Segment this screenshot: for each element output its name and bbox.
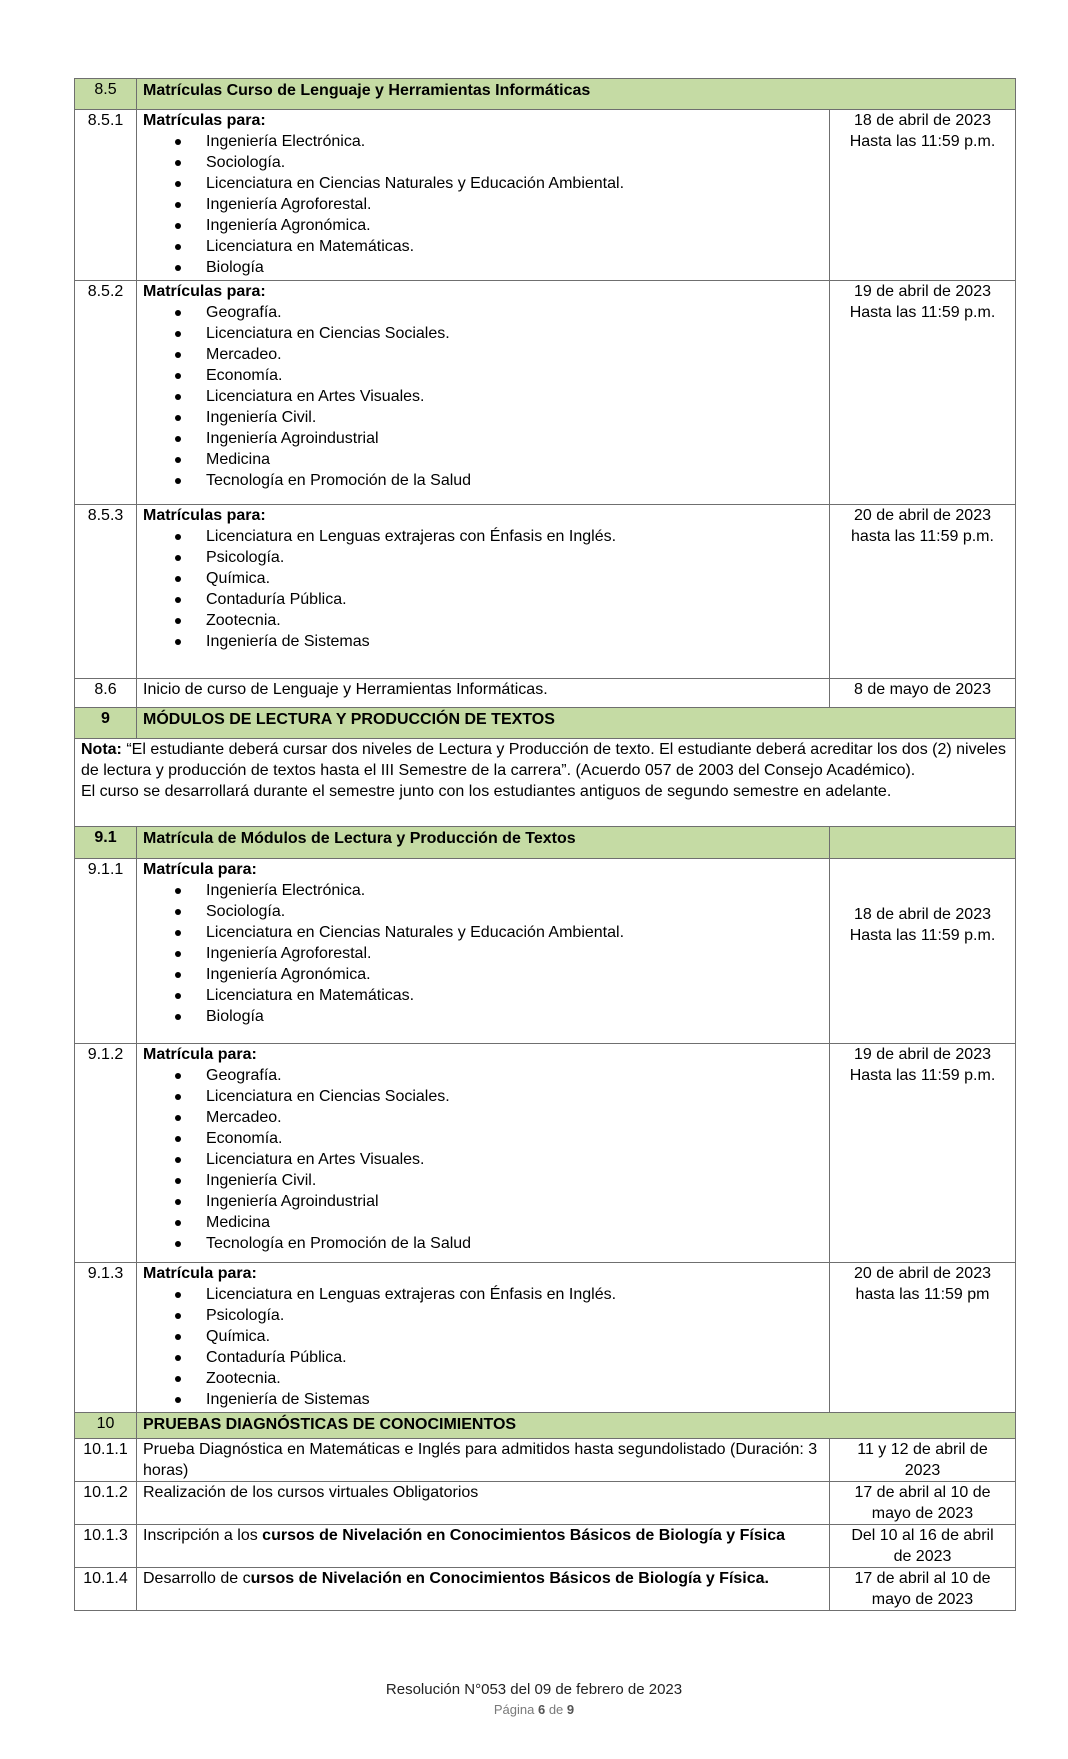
row-number: 9.1.2 xyxy=(75,1044,137,1263)
activity-cell xyxy=(137,1525,830,1568)
list-item: Ingeniería Agroindustrial xyxy=(206,1191,823,1212)
list-item: Biología xyxy=(206,1006,823,1027)
list-item: Licenciatura en Ciencias Naturales y Educación Ambiental. xyxy=(206,922,823,943)
program-list xyxy=(143,302,823,491)
program-list xyxy=(143,1284,823,1410)
date-cell: 8 de mayo de 2023 xyxy=(829,679,1015,708)
date-cell xyxy=(829,505,1015,679)
table-row-8-5-3 xyxy=(75,505,1016,679)
page-current: 6 xyxy=(537,1702,546,1717)
activity-text: Inscripción a los xyxy=(143,1527,263,1544)
activity-cell xyxy=(137,1568,830,1611)
list-item: Tecnología en Promoción de la Salud xyxy=(206,470,823,491)
date-cell xyxy=(829,1263,1015,1413)
date-line: 17 de abril al 10 de xyxy=(854,1484,991,1501)
date-line-2: de 2023 xyxy=(893,1548,952,1565)
list-item: Tecnología en Promoción de la Salud xyxy=(206,1233,823,1254)
list-label: Matrículas para: xyxy=(143,283,266,300)
note-text-2: El curso se desarrollará durante el semestre junto con los estudiantes antiguos de segundo semestre en adelante. xyxy=(81,783,892,800)
program-list-cell xyxy=(137,1263,830,1413)
program-list-cell xyxy=(137,110,830,281)
list-label: Matrículas para: xyxy=(143,507,266,524)
activity-text: Desarrollo de c xyxy=(143,1570,251,1587)
list-item: Medicina xyxy=(206,449,823,470)
list-item: Geografía. xyxy=(206,302,823,323)
date-line: 20 de abril de 2023 xyxy=(853,507,991,524)
list-item: Biología xyxy=(206,257,823,278)
table-row-10-1-1 xyxy=(75,1439,1016,1482)
list-item: Ingeniería Civil. xyxy=(206,1170,823,1191)
table-row-10-1-2 xyxy=(75,1482,1016,1525)
date-line: 19 de abril de 2023 xyxy=(853,1046,991,1063)
list-item: Licenciatura en Artes Visuales. xyxy=(206,1149,823,1170)
activity-text-bold: ursos de Nivelación en Conocimientos Básicos de Biología y Física. xyxy=(250,1570,769,1587)
activity-cell: Inicio de curso de Lenguaje y Herramientas Informáticas. xyxy=(137,679,830,708)
row-number: 8.5.2 xyxy=(75,281,137,505)
row-number: 9.1.1 xyxy=(75,859,137,1044)
list-label: Matrícula para: xyxy=(143,1046,257,1063)
list-item: Licenciatura en Ciencias Naturales y Educación Ambiental. xyxy=(206,173,823,194)
date-cell xyxy=(829,1525,1015,1568)
row-number: 9.1.3 xyxy=(75,1263,137,1413)
time-line: hasta las 11:59 p.m. xyxy=(851,528,994,545)
program-list xyxy=(143,131,823,278)
list-item: Ingeniería Agroforestal. xyxy=(206,943,823,964)
date-line: 17 de abril al 10 de xyxy=(854,1570,991,1587)
program-list xyxy=(143,1065,823,1254)
table-row-10-1-3 xyxy=(75,1525,1016,1568)
note-cell xyxy=(75,739,1016,827)
list-item: Zootecnia. xyxy=(206,1368,823,1389)
date-cell xyxy=(829,1482,1015,1525)
list-item: Contaduría Pública. xyxy=(206,589,823,610)
date-line: 19 de abril de 2023 xyxy=(853,283,991,300)
list-item: Licenciatura en Ciencias Sociales. xyxy=(206,1086,823,1107)
list-item: Ingeniería de Sistemas xyxy=(206,1389,823,1410)
program-list-cell xyxy=(137,281,830,505)
row-number: 9 xyxy=(75,708,137,739)
date-line: 18 de abril de 2023 xyxy=(853,112,991,129)
page-of: de xyxy=(548,1702,564,1717)
row-number: 8.5 xyxy=(75,79,137,110)
schedule-table xyxy=(74,78,1016,1611)
list-item: Licenciatura en Matemáticas. xyxy=(206,236,823,257)
page-total: 9 xyxy=(566,1702,575,1717)
section-title: MÓDULOS DE LECTURA Y PRODUCCIÓN DE TEXTOS xyxy=(137,708,1016,739)
date-cell xyxy=(829,1044,1015,1263)
section-title: PRUEBAS DIAGNÓSTICAS DE CONOCIMIENTOS xyxy=(137,1413,1016,1439)
date-cell xyxy=(829,859,1015,1044)
list-item: Ingeniería Civil. xyxy=(206,407,823,428)
resolution-reference: Resolución N°053 del 09 de febrero de 2023 xyxy=(385,1681,683,1698)
list-item: Geografía. xyxy=(206,1065,823,1086)
list-item: Sociología. xyxy=(206,901,823,922)
note-text: “El estudiante deberá cursar dos niveles de Lectura y Producción de texto. El estudiante deberá acreditar los dos (2) niveles de lectura y producción de textos hasta el III Semestre de la carrera”. (Acuerdo 057 de 2003 del Consejo Académico). xyxy=(81,741,1006,779)
section-row-10 xyxy=(75,1413,1016,1439)
list-item: Economía. xyxy=(206,1128,823,1149)
section-row-8-5 xyxy=(75,79,1016,110)
time-line: Hasta las 11:59 p.m. xyxy=(849,304,996,321)
list-item: Ingeniería Electrónica. xyxy=(206,131,823,152)
activity-cell: Realización de los cursos virtuales Obligatorios xyxy=(137,1482,830,1525)
time-line: Hasta las 11:59 p.m. xyxy=(849,1067,996,1084)
list-item: Química. xyxy=(206,568,823,589)
section-title: Matrículas Curso de Lenguaje y Herramientas Informáticas xyxy=(137,79,1016,110)
note-label: Nota: xyxy=(81,741,122,758)
list-item: Licenciatura en Artes Visuales. xyxy=(206,386,823,407)
row-number: 10.1.4 xyxy=(75,1568,137,1611)
list-item: Economía. xyxy=(206,365,823,386)
list-item: Ingeniería de Sistemas xyxy=(206,631,823,652)
date-cell xyxy=(829,1439,1015,1482)
list-item: Zootecnia. xyxy=(206,610,823,631)
list-item: Licenciatura en Lenguas extrajeras con Énfasis en Inglés. xyxy=(206,1284,823,1305)
list-item: Psicología. xyxy=(206,1305,823,1326)
time-line: Hasta las 11:59 p.m. xyxy=(849,133,996,150)
table-row-8-6 xyxy=(75,679,1016,708)
section-row-9 xyxy=(75,708,1016,739)
list-item: Ingeniería Electrónica. xyxy=(206,880,823,901)
list-item: Química. xyxy=(206,1326,823,1347)
date-line-2: mayo de 2023 xyxy=(871,1505,974,1522)
list-label: Matrícula para: xyxy=(143,1265,257,1282)
section-title: Matrícula de Módulos de Lectura y Producción de Textos xyxy=(137,827,830,859)
row-number: 10.1.3 xyxy=(75,1525,137,1568)
table-row-8-5-2 xyxy=(75,281,1016,505)
date-cell xyxy=(829,1568,1015,1611)
time-line: hasta las 11:59 pm xyxy=(855,1286,990,1303)
date-line-2: 2023 xyxy=(904,1462,941,1479)
date-line-2: mayo de 2023 xyxy=(871,1591,974,1608)
list-label: Matrícula para: xyxy=(143,861,257,878)
list-item: Sociología. xyxy=(206,152,823,173)
table-row-9-1-1 xyxy=(75,859,1016,1044)
row-number: 10 xyxy=(75,1413,137,1439)
row-number: 9.1 xyxy=(75,827,137,859)
time-line: Hasta las 11:59 p.m. xyxy=(849,927,996,944)
row-number: 10.1.1 xyxy=(75,1439,137,1482)
list-item: Ingeniería Agroforestal. xyxy=(206,194,823,215)
list-item: Ingeniería Agronómica. xyxy=(206,215,823,236)
row-number: 8.5.3 xyxy=(75,505,137,679)
program-list xyxy=(143,526,823,652)
row-number: 8.6 xyxy=(75,679,137,708)
date-cell xyxy=(829,110,1015,281)
empty-header-cell xyxy=(829,827,1015,859)
program-list-cell xyxy=(137,1044,830,1263)
program-list xyxy=(143,880,823,1027)
row-number: 8.5.1 xyxy=(75,110,137,281)
table-row-9-1-2 xyxy=(75,1044,1016,1263)
list-item: Ingeniería Agronómica. xyxy=(206,964,823,985)
activity-cell: Prueba Diagnóstica en Matemáticas e Inglés para admitidos hasta segundolistado (Duración: 3 horas) xyxy=(137,1439,830,1482)
date-cell xyxy=(829,281,1015,505)
list-item: Psicología. xyxy=(206,547,823,568)
table-row-9-1-3 xyxy=(75,1263,1016,1413)
list-item: Licenciatura en Matemáticas. xyxy=(206,985,823,1006)
date-line: 18 de abril de 2023 xyxy=(853,906,991,923)
list-item: Licenciatura en Lenguas extrajeras con Énfasis en Inglés. xyxy=(206,526,823,547)
list-item: Medicina xyxy=(206,1212,823,1233)
date-line: Del 10 al 16 de abril xyxy=(851,1527,994,1544)
section-row-9-1 xyxy=(75,827,1016,859)
list-label: Matrículas para: xyxy=(143,112,266,129)
page-word: Página xyxy=(493,1702,535,1717)
note-row xyxy=(75,739,1016,827)
date-line: 20 de abril de 2023 xyxy=(853,1265,991,1282)
page-number xyxy=(0,1702,1068,1717)
activity-text-bold: cursos de Nivelación en Conocimientos Básicos de Biología y Física xyxy=(262,1527,785,1544)
list-item: Mercadeo. xyxy=(206,1107,823,1128)
program-list-cell xyxy=(137,505,830,679)
table-row-8-5-1 xyxy=(75,110,1016,281)
date-line: 11 y 12 de abril de xyxy=(857,1441,988,1458)
list-item: Mercadeo. xyxy=(206,344,823,365)
list-item: Licenciatura en Ciencias Sociales. xyxy=(206,323,823,344)
table-row-10-1-4 xyxy=(75,1568,1016,1611)
program-list-cell xyxy=(137,859,830,1044)
list-item: Ingeniería Agroindustrial xyxy=(206,428,823,449)
row-number: 10.1.2 xyxy=(75,1482,137,1525)
list-item: Contaduría Pública. xyxy=(206,1347,823,1368)
